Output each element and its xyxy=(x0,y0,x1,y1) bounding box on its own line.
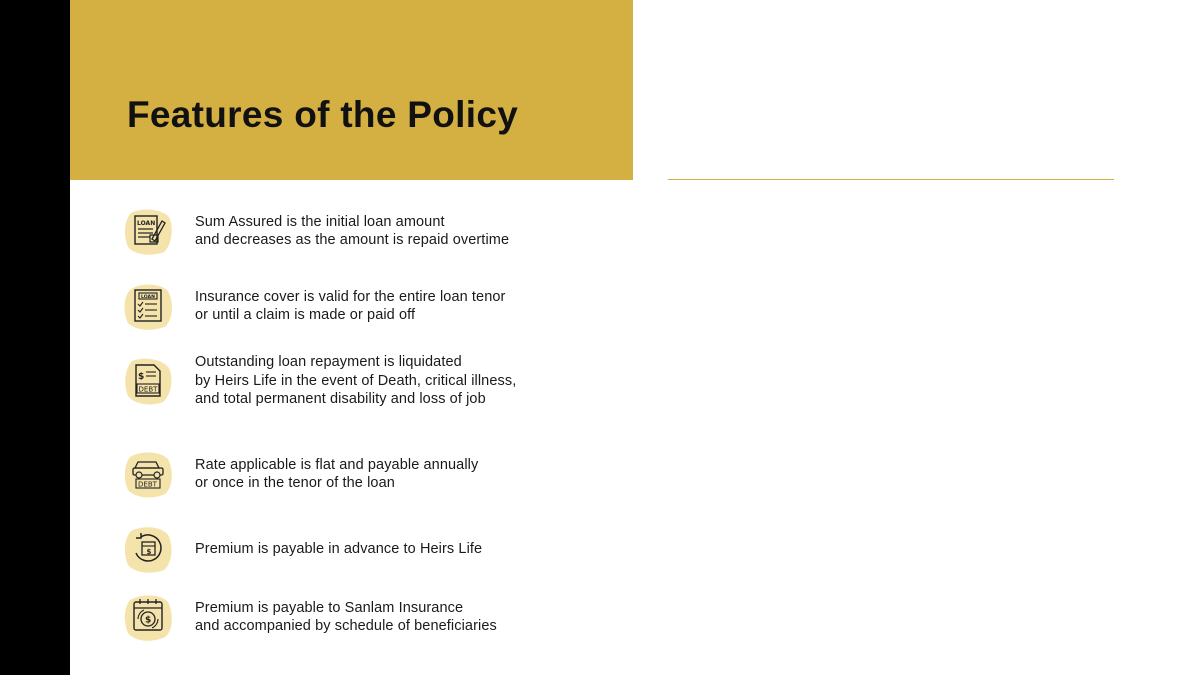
accent-divider xyxy=(668,179,1114,180)
feature-text xyxy=(195,353,516,409)
feature-item-rate-applicable xyxy=(122,448,602,500)
feature-text xyxy=(195,288,505,325)
loan-document-pen-icon xyxy=(122,205,174,257)
feature-line: Outstanding loan repayment is liquidated xyxy=(195,354,462,371)
calendar-refresh-payment-icon xyxy=(122,523,174,575)
icon-car-debt-label: DEBT xyxy=(138,480,157,489)
svg-text:$: $ xyxy=(138,372,145,382)
feature-line: and decreases as the amount is repaid overtime xyxy=(195,232,510,248)
feature-text xyxy=(195,456,478,493)
icon-loan-form-label: LOAN xyxy=(141,295,155,300)
feature-line: Premium is payable in advance to Heirs Life xyxy=(195,540,483,557)
feature-item-premium-advance xyxy=(122,523,602,575)
title-block xyxy=(70,0,633,180)
page-title: Features of the Policy xyxy=(127,94,519,135)
feature-text xyxy=(195,599,497,636)
icon-loan-label: LOAN xyxy=(137,220,156,227)
debt-dollar-document-icon xyxy=(122,355,174,407)
icon-debt-label: DEBT xyxy=(138,385,158,394)
feature-line: by Heirs Life in the event of Death, critical illness, xyxy=(195,372,517,389)
svg-text:$: $ xyxy=(146,548,152,556)
feature-item-sum-assured xyxy=(122,205,602,257)
calendar-dollar-cycle-icon xyxy=(122,591,174,643)
feature-line: Insurance cover is valid for the entire loan tenor xyxy=(195,288,506,305)
feature-text xyxy=(195,540,482,559)
svg-text:$: $ xyxy=(145,615,152,626)
feature-line: Sum Assured is the initial loan amount xyxy=(195,213,445,230)
feature-line: Rate applicable is flat and payable annually xyxy=(195,456,479,473)
feature-line: or once in the tenor of the loan xyxy=(195,475,395,491)
feature-line: or until a claim is made or paid off xyxy=(195,307,416,323)
left-black-bar xyxy=(0,0,70,675)
feature-line: and accompanied by schedule of beneficiaries xyxy=(195,618,497,634)
feature-line: and total permanent disability and loss of job xyxy=(195,391,486,408)
feature-item-insurance-cover xyxy=(122,280,602,332)
feature-text xyxy=(195,213,509,250)
loan-form-checklist-icon xyxy=(122,280,174,332)
feature-line: Premium is payable to Sanlam Insurance xyxy=(195,599,464,616)
car-debt-icon xyxy=(122,448,174,500)
feature-item-outstanding-repayment xyxy=(122,355,602,407)
feature-item-premium-sanlam xyxy=(122,591,602,643)
